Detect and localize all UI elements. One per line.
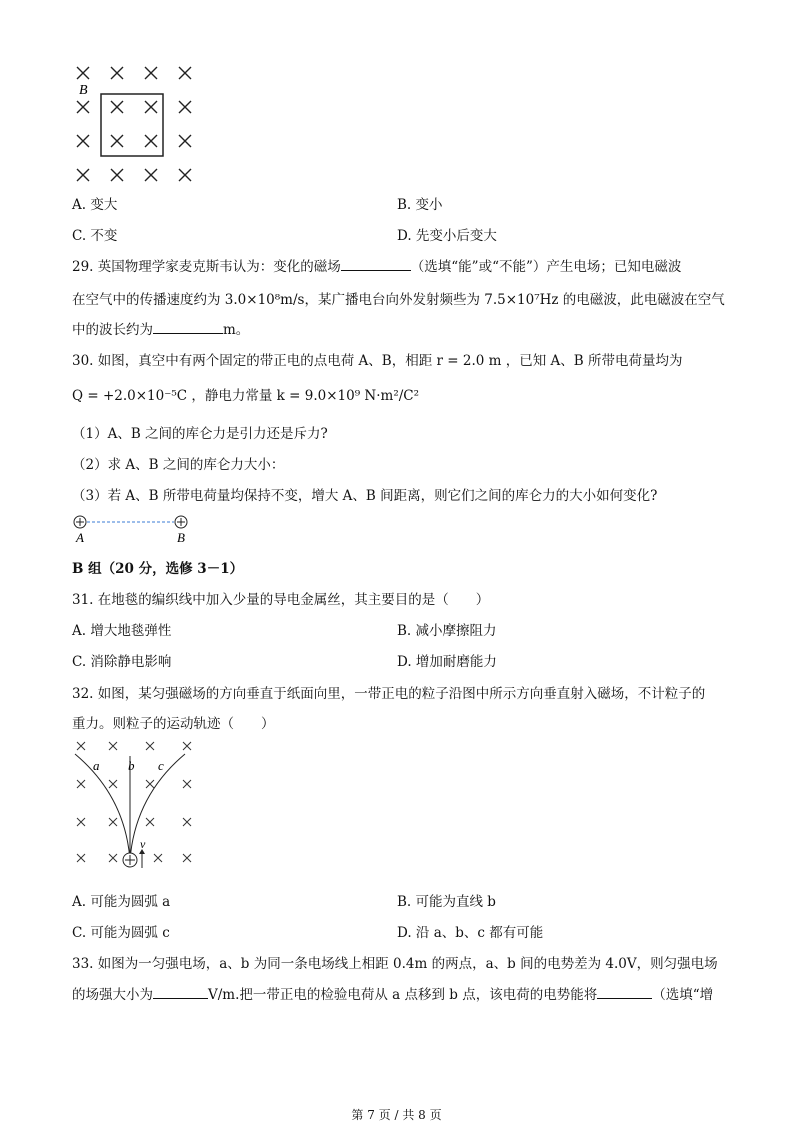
field-cross-mark (145, 135, 157, 147)
q33-line1: 33. 如图为一匀强电场，a、b 为同一条电场线上相距 0.4m 的两点，a、b 间的电势差为 4.0V，则匀强电场 (72, 956, 718, 972)
charge-a-label: A (76, 530, 84, 545)
q31-option-d[interactable]: D. 增加耐磨能力 (397, 654, 497, 670)
field-cross-mark (77, 101, 89, 113)
field-cross-mark (111, 67, 123, 79)
charge-b-label: B (177, 530, 185, 545)
field-cross-mark (145, 67, 157, 79)
q30-line2: Q = +2.0×10⁻⁵C ，静电力常量 k = 9.0×10⁹ N·m²/C² (72, 388, 420, 404)
q33-line2: 的场强大小为 V/m.把一带正电的检验电荷从 a 点移到 b 点，该电荷的电势能将 （选填“增 (72, 987, 714, 1003)
field-cross-mark (111, 101, 123, 113)
trajectory-a-label: a (93, 758, 100, 773)
field-cross-mark (145, 169, 157, 181)
field-cross-mark (183, 742, 191, 750)
q31-option-a[interactable]: A. 增大地毯弹性 (72, 623, 172, 639)
field-cross-mark (77, 135, 89, 147)
q28-option-d[interactable]: D. 先变小后变大 (397, 228, 497, 244)
field-cross-mark (109, 854, 117, 862)
q30-sub2: （2）求 A、B 之间的库仑力大小： (72, 457, 285, 473)
magnetic-field-figure (70, 60, 200, 190)
q31-option-b[interactable]: B. 减小摩擦阻力 (397, 623, 497, 639)
field-cross-mark (77, 854, 85, 862)
q32-line1: 32. 如图，某匀强磁场的方向垂直于纸面向里，一带正电的粒子沿图中所示方向垂直射入磁场，不计粒子的 (72, 686, 706, 702)
field-cross-mark (77, 169, 89, 181)
q28-option-b[interactable]: B. 变小 (397, 197, 443, 213)
field-cross-mark (179, 135, 191, 147)
field-cross-mark (109, 818, 117, 826)
field-cross-mark (154, 854, 162, 862)
q32-option-a[interactable]: A. 可能为圆弧 a (72, 894, 171, 910)
q28-option-c[interactable]: C. 不变 (72, 228, 118, 244)
q30-sub1: （1）A、B 之间的库仑力是引力还是斥力? (72, 426, 328, 442)
field-cross-mark (146, 780, 154, 788)
field-cross-mark (183, 818, 191, 826)
q30-sub3: （3）若 A、B 所带电荷量均保持不变，增大 A、B 间距离，则它们之间的库仑力的大小如何变化? (72, 488, 658, 504)
field-cross-mark (145, 101, 157, 113)
field-cross-mark (109, 780, 117, 788)
page-footer: 第 7 页 / 共 8 页 (351, 1108, 442, 1122)
q31-stem: 31. 在地毯的编织线中加入少量的导电金属丝，其主要目的是（ ） (72, 592, 490, 608)
field-cross-mark (77, 742, 85, 750)
q28-option-a[interactable]: A. 变大 (72, 197, 118, 213)
q32-option-c[interactable]: C. 可能为圆弧 c (72, 925, 170, 941)
q29-line3: 中的波长约为 m。 (72, 322, 250, 338)
velocity-label: v (140, 837, 146, 851)
trajectory-c-label: c (158, 758, 164, 773)
field-cross-mark (146, 742, 154, 750)
field-cross-mark (146, 818, 154, 826)
field-cross-mark (111, 169, 123, 181)
field-cross-mark (77, 818, 85, 826)
answer-blank[interactable] (153, 321, 223, 334)
answer-blank[interactable] (597, 986, 652, 999)
trajectory-b-label: b (128, 758, 135, 773)
field-cross-mark (77, 67, 89, 79)
point-charges-figure (70, 512, 200, 546)
q29-line2: 在空气中的传播速度约为 3.0×10⁸m/s，某广播电台向外发射频些为 7.5×10⁷Hz 的电磁波，此电磁波在空气 (72, 292, 725, 308)
particle-trajectory-figure (70, 736, 200, 876)
field-label: B (79, 83, 88, 98)
field-cross-mark (77, 780, 85, 788)
field-cross-mark (179, 101, 191, 113)
field-cross-mark (179, 169, 191, 181)
q32-line2: 重力。则粒子的运动轨迹（ ） (72, 716, 275, 732)
field-cross-mark (183, 780, 191, 788)
q29-line1: 29. 英国物理学家麦克斯韦认为：变化的磁场 （选填“能”或“不能”）产生电场；已知电磁波 (72, 259, 682, 275)
field-cross-mark (179, 67, 191, 79)
field-cross-mark (183, 854, 191, 862)
q32-option-b[interactable]: B. 可能为直线 b (397, 894, 496, 910)
q32-option-d[interactable]: D. 沿 a、b、c 都有可能 (397, 925, 544, 941)
q31-option-c[interactable]: C. 消除静电影响 (72, 654, 172, 670)
field-cross-mark (111, 135, 123, 147)
section-heading: B 组（20 分，选修 3－1） (72, 561, 244, 577)
answer-blank[interactable] (153, 986, 208, 999)
q30-line1: 30. 如图，真空中有两个固定的带正电的点电荷 A、B，相距 r = 2.0 m ，已知 A、B 所带电荷量均为 (72, 353, 683, 369)
field-cross-mark (109, 742, 117, 750)
answer-blank[interactable] (341, 258, 411, 271)
